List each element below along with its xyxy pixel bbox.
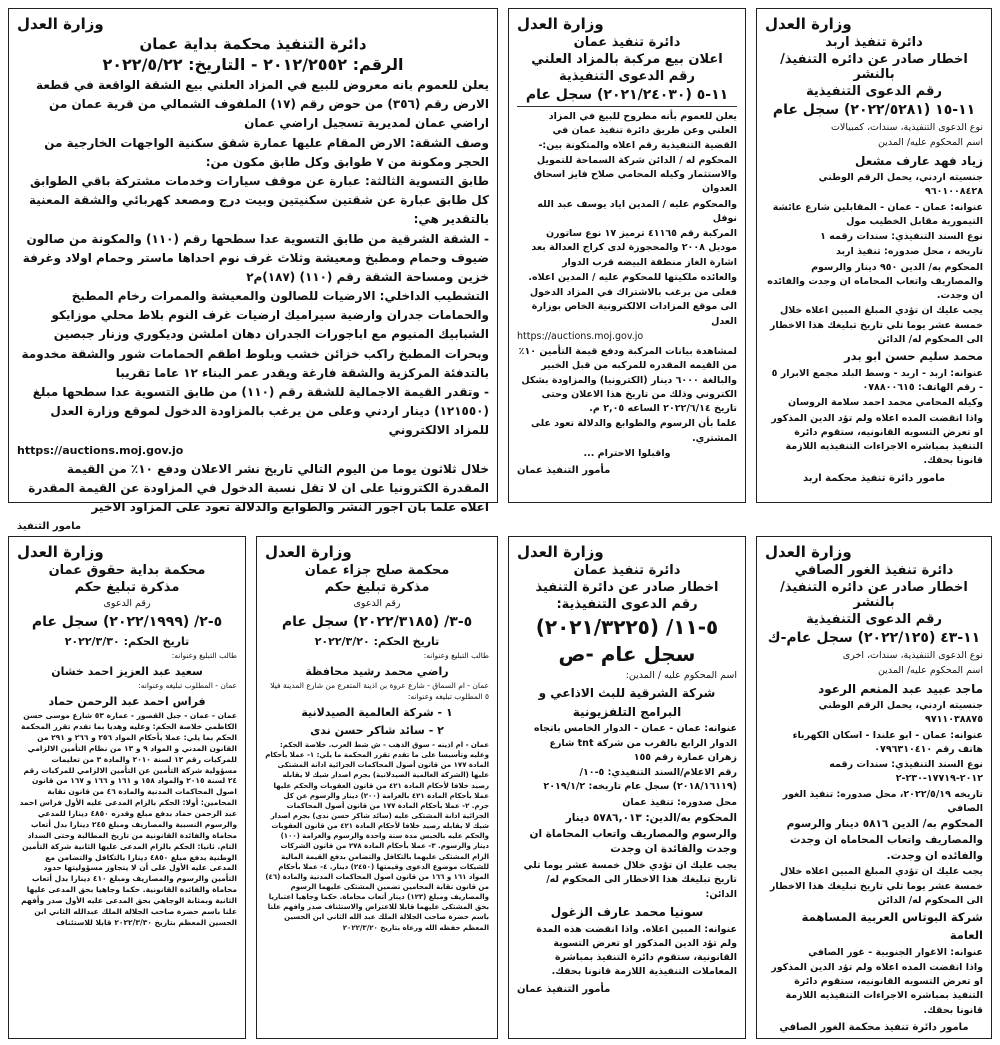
nationality: جنسيته اردني، يحمل الرقم الوطني ٩٧١١٠٣٨٨٧٥ [818,700,983,726]
expiry-notice: عنوانه: المبين اعلاه. واذا انقضت هذه المدة ولم تؤد الدين المذكور او تعرض التسوية القانونية، ستقوم دائرة التنفيذ بمباشرة المعاملات التنفيذية اللازمة قانونا بحقك. [536,923,737,978]
bond-number: رقم الاعلام/السند التنفيذي: ٥-١٠/ (٢٠١٨/١٦١١٩) سجل عام تاريخه: ٢٠١٩/١/٢ [543,767,737,793]
case-number: ١١-٥ (٢٠٢١/٢٤٠٣٠) سجل عام [525,87,729,103]
case-label: رقم الدعوى [353,598,401,609]
expiry-notice: واذا انقضت المده اعلاه ولم تؤد الدين المذكور او تعرض التسويه القانونيه، ستقوم دائرة التنفيذ بمباشره الاجراءات التنفيذيه اللازمة قانونا بحقك. [771,961,983,1016]
requester-name: راضي محمد رشيد محافظة [305,665,449,679]
notice-subtitle: اخطار صادر عن دائره التنفيذ/ بالنشر [780,52,968,82]
notice-amman-execution [508,536,746,1039]
address: عنوانه: عمان - عمان - المقابلين شارع عائشة التيمورية مقابل الخطيب مول [772,201,983,227]
issuing-court: محل صدوره: تنفيذ عمان [622,796,737,808]
paragraph: علما بأن الرسوم والطوابع والدلالة تعود على المشتري. [531,418,737,444]
paragraph: واقبلوا الاحترام ... [583,447,671,459]
creditor-address: عنوانه: الاغوار الجنوبية - غور الصافي [808,946,983,958]
divider [517,106,737,107]
case-label: رقم الدعوى التنفيذية [806,612,942,627]
ministry-header: وزارة العدل [765,543,852,561]
case-number: ٥-٢/ (٢٠٢٢/١٩٩٩) سجل عام [31,614,223,631]
bond-type: نوع السند التنفيذي: سندات رقمه ١ [820,231,983,243]
notice-subtitle: اخطار صادر عن دائرة التنفيذ [535,580,719,595]
signature: مأمور التنفيذ عمان [517,465,611,476]
register-type: سجل عام -ص [558,642,696,666]
warning: يجب عليك ان تؤدي المبلغ المبين اعلاه خلال خمسة عشر يوما تلي تاريخ تبليغك هذا الاخطار الى المحكوم له/ الدائن [769,305,983,345]
case-type: نوع الدعوى التنفيذية، سندات، اخرى [842,650,983,661]
bond-type: نوع السند التنفيذي: سندات رقمه ٢٠١٢-١٧٧١٩-٢٣٠-٢ [829,759,983,785]
notice-title: دائرة تنفيذ عمان [573,563,681,578]
case-number: ١١-١٥ (٢٠٢٢/٥٢٨١) سجل عام [772,102,976,118]
address: عنوانه: عمان - ابو علندا - اسكان الكهرباء هاتف رقم ٠٧٩٦٣١٠٤١٠ [792,729,983,755]
debtor-name: زياد فهد عارف مشعل [855,153,983,168]
paragraph: والمحكوم عليه / المدين اياد يوسف عبد الله نوفل [537,198,737,224]
lawyer: وكيله المحامي محمد احمد سلامة الروسان [788,397,983,409]
case-number: ١١-٤٣ (٢٠٢٢/١٢٥) سجل عام-ك [767,630,981,646]
requester-label: طالب التبليغ وعنوانه: [423,651,489,661]
signature: مأمور التنفيذ عمان [517,983,611,995]
auction-url[interactable]: https://auctions.moj.gov.jo [17,443,184,457]
notice-title: دائرة تنفيذ الغور الصافي [794,563,954,578]
recipient-name: ١ - شركة العالمية الصيدلانية [301,705,453,719]
notice-title: محكمة صلح جزاء عمان [304,563,450,578]
judgment-date: تاريخ الحكم: ٢٠٢٢/٣/٣٠ [64,635,190,649]
paragraph: طابق التسوية الثالثة: عبارة عن موقف سيارات وخدمات مشتركة باقي الطوابق كل طابق عبارة عن شقتين سكنيتين وبيت درج ومصعد كهربائي والشقة المعنية بالتقدير هي: [28,173,489,227]
notice-subtitle: مذكرة تبليغ حكم [74,580,180,595]
notice-subtitle: اخطار صادر عن دائره التنفيذ/ بالنشر [780,580,968,610]
paragraph: لمشاهدة بيانات المركبة ودفع قيمة التأمين ١٠٪ من القيمه المقدره للمركبه من قبل الخبير والبالغة ٦٠٠٠ دينار (الكترونيا) والمزاودة بشكل الكتروني وذلك من تاريخ هذا الاعلان وحتى تاريخ ٢٠٢٢/٦/١٤ الساعه ٢,٠٥ م. [518,346,737,414]
ministry-header: وزارة العدل [765,15,852,33]
bond-date: تاريخه ، محل صدوره: تنفيذ اربد [835,246,983,258]
warning: يجب عليك ان تؤدي خلال خمسة عشر يوما تلي تاريخ تبليغك هذا الاخطار الى المحكوم له/الدائن: [523,860,737,900]
notice-title: دائرة التنفيذ محكمة بداية عمان [139,35,367,53]
recipient-label: عمان - ام السماق - شارع عروة بن اذينة المتفرع من شارع المدينة فيلا ٥ المطلوب تبليغه وعنوانه: [270,681,489,702]
notice-judgment-first-instance [8,536,246,1039]
judgment-date: تاريخ الحكم: ٢٠٢٢/٣/٢٠ [314,635,440,649]
notice-irbid-execution [756,8,992,503]
paragraph: - وتقدر القيمة الاجمالية للشقة رقم (١١٠) من طابق التسوية عدا سطحها مبلغ (١٢١٥٥٠) دينار اردني وعلى من يرغب بالمزاودة الدخول لموقع وزارة العدل للمزاد الالكتروني [32,385,489,438]
recipient-label: عمان - المطلوب تبليغه وعنوانه: [138,681,237,691]
creditor-name: سونيا محمد عارف الزغول [550,904,704,919]
notice-title: محكمة بداية حقوق عمان [48,563,206,578]
case-label: رقم الدعوى التنفيذية: [556,597,698,612]
signature: مامور التنفيذ [17,521,82,533]
notice-subtitle: اعلان بيع مركبة بالمزاد العلني [531,52,723,67]
auction-url[interactable]: https://auctions.moj.gov.jo [517,330,644,342]
case-number: ٥-٣/ (٢٠٢٢/٣١٨٥) سجل عام [281,614,473,631]
notice-amman-court-apartment [8,8,498,533]
notice-vehicle-auction [508,8,746,503]
paragraph: يعلن للعموم بأنه مطروح للبيع في المزاد العلني وعن طريق دائرة تنفيذ عمان في القضية التنفيذية رقم اعلاه والمتكونة بين:- [538,111,737,151]
debtor-name: ماجد عبيد عبد المنعم الرعود [818,681,983,696]
recipient-name: فراس احمد عبد الرحمن حماد [48,695,206,709]
notice-ghor-safi-execution [756,536,992,1039]
amount: المحكوم به/الدين: ٥٧٨٦,٠١٣ دينار والرسوم والمصاريف واتعاب المحاماة ان وجدت والفائدة ان وجدت [529,811,737,856]
notice-judgment-criminal [256,536,498,1039]
case-type: نوع الدعوى التنفيذية، سندات، كمبيالات [830,122,983,133]
ministry-header: وزارة العدل [17,543,104,561]
ministry-header: وزارة العدل [17,15,104,33]
recipient-name: ٢ - سائد شاكر حسن ندى [310,724,444,738]
paragraph: التشطيب الداخلي: الارضيات للصالون والمعيشة والممرات رخام المطبخ والحمامات جدران وارضية سيراميك ارضيات غرف النوم بلاط محلي موزايكو الشبابيك المنيوم مع اباجورات الجدران دهان املشن وديكوري وزنار جبصين وبحرات المطبخ راكب خزائن خشب وبلوط اطقم الحمامات شور والشقة مخدومة بالتدفئة المركزية والشقة فارغة ويقدر عمر البناء ١٢ عاما تقريبا [21,289,489,380]
expiry-notice: واذا انقضت المده اعلاه ولم تؤد الدين المذكور او تعرض التسويه القانونيه، ستقوم دائرة التنفيذ بمباشره الاجراءات التنفيذيه اللازمة قانونا بحقك. [771,412,983,467]
amount: المحكوم به/ الدين ٩٥٠ دينار والرسوم والمصاريف واتعاب المحاماه ان وجدت والفائده ان وجدت. [767,261,983,302]
reference-line: الرقم: ٢٠١٢/٢٥٥٢ - التاريخ: ٢٠٢٢/٥/٢٢ [102,55,404,74]
paragraph: والعائده ملكيتها للمحكوم عليه / المدين اعلاه. [528,271,737,283]
case-label: رقم الدعوى التنفيذية [559,69,695,84]
case-number: ٥-١١/ (٢٠٢١/٣٢٢٥) [535,615,719,639]
paragraph: المحكوم له / الدائن شركة السماحة للتمويل والاستثمار وكيله المحامي صلاح فايز اسحاق العدوان [533,154,737,195]
address: عنوانه: عمان - عمان - الدوار الخامس باتجاه الدوار الرابع بالقرب من شركة tnt شارع زهران عمارة رقم ١٥٥ [533,723,737,763]
requester-name: سعيد عبد العزيز احمد خشان [51,665,203,679]
paragraph: المركبة رقم ٤١١٦٥ ترميز ١٧ نوع ساتورن موديل ٢٠٠٨ والمحجوزة لدى كراج العدالة بعد اشارة الغاز منطقة البيضه قرب الدوار [531,228,737,268]
notice-title: دائرة تنفيذ اربد [825,35,923,50]
signature: مامور دائرة تنفيذ محكمة اربد [802,472,946,484]
paragraph: خلال ثلاثون يوما من اليوم التالي تاريخ نشر الاعلان ودفع ١٠٪ من القيمة المقدرة الكترونيا على ان لا تقل نسبة الدخول في المزاودة عن القيمة المقدرة اعلاه علما بان اجور النشر والطوابع والدلالة تعود على المزاود الاخير [28,461,489,515]
judgment-details: عمان - عمان - جبل القصور - عمارة ٥٣ شارع موسى حسن الكاظمي خلاصة الحكم: وعليه وهديا بما تقدم تقرر المحكمة الحكم بما يلي: عملا بأحكام المواد ٢٥٦ و ٢٦٦ و ٢٩١ من القانون المدني و المواد ٩ و ١٣ من نظام التأمين الالزامي للمركبات رقم ١٢ لسنة ٢٠١٠ والمادة ٣ من تعليمات مسؤولية شركة التأمين عن التأمين الالزامي للمركبات رقم ٢٤ لسنة ٢٠١٥ والمواد ١٥٨ و ١٦١ و ١٦٦ و ١٦٧ من قانون اصول المحاكمات المدنية والمادة ٤٦ من قانون نقابة المحامين: أولا: الحكم بالزام المدعى عليه الأول فراس احمد عبد الرحمن حماد بدفع مبلغ وقدره ٤٨٥٠ دينارا للمدعي والرسوم النسبية والمصاريف ومبلغ ٢٤٥ دينارا بدل أتعاب محاماة والفائدة القانونية من تاريخ المطالبة وحتى السداد التام. ثانيا: الحكم بالزام المدعى عليها الثانية شركة التأمين الوطنية بدفع مبلغ ٤٨٥٠ دينارا بالتكافل والتضامن مع المدعى عليه الأول على أن لا يتجاوز مسؤوليتها حدود التأمين والرسوم والمصاريف ومبلغ ٤١٠ دينارا بدل أتعاب محاماة والفائدة القانونية. حكما وجاهيا بحق المدعى عليها الثانية وبمثابة الوجاهي بحق المدعى عليه الأول صدر وأفهم علنا باسم حضرة صاحب الجلالة الملك عبدالله الثاني ابن الحسين المعظم بتاريخ ٢٠٢٢/٣/٣٠ قابلا للاستئناف [19,711,237,927]
party-label: اسم المحكوم عليه/ المدين [877,137,983,149]
party-label: اسم المحكوم عليه/ المدين [877,665,983,677]
warning: يجب عليك ان تؤدي المبلغ المبين اعلاه خلال خمسة عشر يوما تلي تاريخ تبليغك هذا الاخطار الى المحكوم له/ الدائن [769,866,983,906]
party-label: اسم المحكوم عليه / المدين: [625,670,737,681]
ministry-header: وزارة العدل [517,543,604,561]
bond-date: تاريخه ٢٠٢٢/٥/١٩، محل صدوره: تنفيذ الغور الصافي [782,788,983,814]
judgment-details: عمان - ام اذينه - سوق الذهب - ش شط العرب. خلاصة الحكم: وعليه وتأسيسا على ما تقدم تقرر المحكمة ما يلي: ١- عملا بأحكام المادة ١٧٧ من قانون أصول المحاكمات الجزائية ادانة المشتكى عليها (الشركة العالمية الصيدلانية) بجرم اصدار شيك لا يقابله رصيد خلافا لأحكام المادة ٤٢١ من قانون العقوبات والحكم عليها عملا بأحكام المادة ٤٢١ بالغرامة (٢٠٠) دينار والرسوم عن كل جرم. ٢- عملا بأحكام المادة ١٧٧ من قانون أصول المحاكمات الجزائية ادانة المشتكى عليه (سائد شاكر حسن ندى) بجرم اصدار شيك لا يقابله رصيد خلافا لأحكام المادة ٤٢١ من قانون العقوبات والحكم عليه بالحبس مدة سنة واحدة والرسوم والغرامة (١٠٠) دينار والرسوم. ٣- عملا بأحكام المادة ٢٧٨ من قانون الشركات الزام المشتكى عليهما بالتكافل والتضامن بدفع القيمة المالية للشيكات موضوع الدعوى وقيمتها (٢٤٥٠) دينار. ٤- عملا بأحكام المواد ١٦١ و ١٦٦ من قانون اصول المحاكمات المدنية والمادة (٤٦) من قانون نقابة المحامين تضمين المشتكى عليهما الرسوم والمصاريف ومبلغ (١٢٣) دينار أتعاب محاماة. حكما وجاهيا اعتباريا بحق المشتكى عليهما قابلا للاعتراض والاستئناف صدر وافهم علنا باسم حضرة صاحب الجلالة الملك عبد الله الثاني ابن الحسين المعظم حفظه الله ورعاه بتاريخ ٢٠٢٢/٣/٢٠ [265,741,489,932]
paragraph: فعلى من يرغب بالاشتراك في المزاد الدخول الى موقع المزادات الالكترونية الخاص بوزارة العدل [529,287,737,327]
case-label: رقم الدعوى التنفيذية [806,84,942,99]
paragraph: - الشقة الشرقية من طابق التسوية عدا سطحها رقم (١١٠) والمكونة من صالون ضيوف وحمام ومطبخ ومعيشة وثلاث غرف نوم احداها ماستر وحمام اولاد وغرفة خزين ومساحة الشقة رقم (١١٠) (١٨٧)م٢ [22,231,489,284]
creditor-address: عنوانه: اربد - اربد - وسط البلد مجمع الابرار ٥ - رقم الهاتف: ٠٧٨٨٠٠٦١٥ [771,367,983,394]
creditor-name: محمد سليم حسن ابو بدر [844,349,983,364]
debtor-name: شركة الشرقية للبث الاذاعي و البرامج التلفزيونية [538,686,716,719]
ministry-header: وزارة العدل [517,15,604,33]
ministry-header: وزارة العدل [265,543,352,561]
paragraph: يعلن للعموم بانه معروض للبيع في المزاد العلني بيع الشقة الواقعة في قطعة الارض رقم (٣٥٦) من حوض رقم (١٧) الملفوف الشمالي من قرية عمان من اراضي عمان لمديرية تسجيل اراضي عمان [36,78,489,131]
amount: المحكوم به/ الدين ٥٨١٦ دينار والرسوم والمصاريف واتعاب المحاماه ان وجدت والفائده ان وجدت. [786,818,983,862]
nationality: جنسيته اردني، يحمل الرقم الوطني ٩٦٠١٠٠٨٤٢٨ [818,172,983,198]
notice-subtitle: مذكرة تبليغ حكم [324,580,430,595]
creditor-name: شركة البوتاس العربية المساهمة العامة [801,910,983,942]
notice-title: دائرة تنفيذ عمان [573,35,681,50]
paragraph: وصف الشقة: الارض المقام عليها عمارة شقق سكنية الواجهات الخارجية من الحجر ومكونة من ٧ طوابق وكل طابق مكون من: [44,135,489,169]
signature: مامور دائرة تنفيذ محكمة الغور الصافي [779,1021,969,1033]
requester-label: طالب التبليغ وعنوانه: [171,651,237,661]
case-label: رقم الدعوى [103,598,151,609]
